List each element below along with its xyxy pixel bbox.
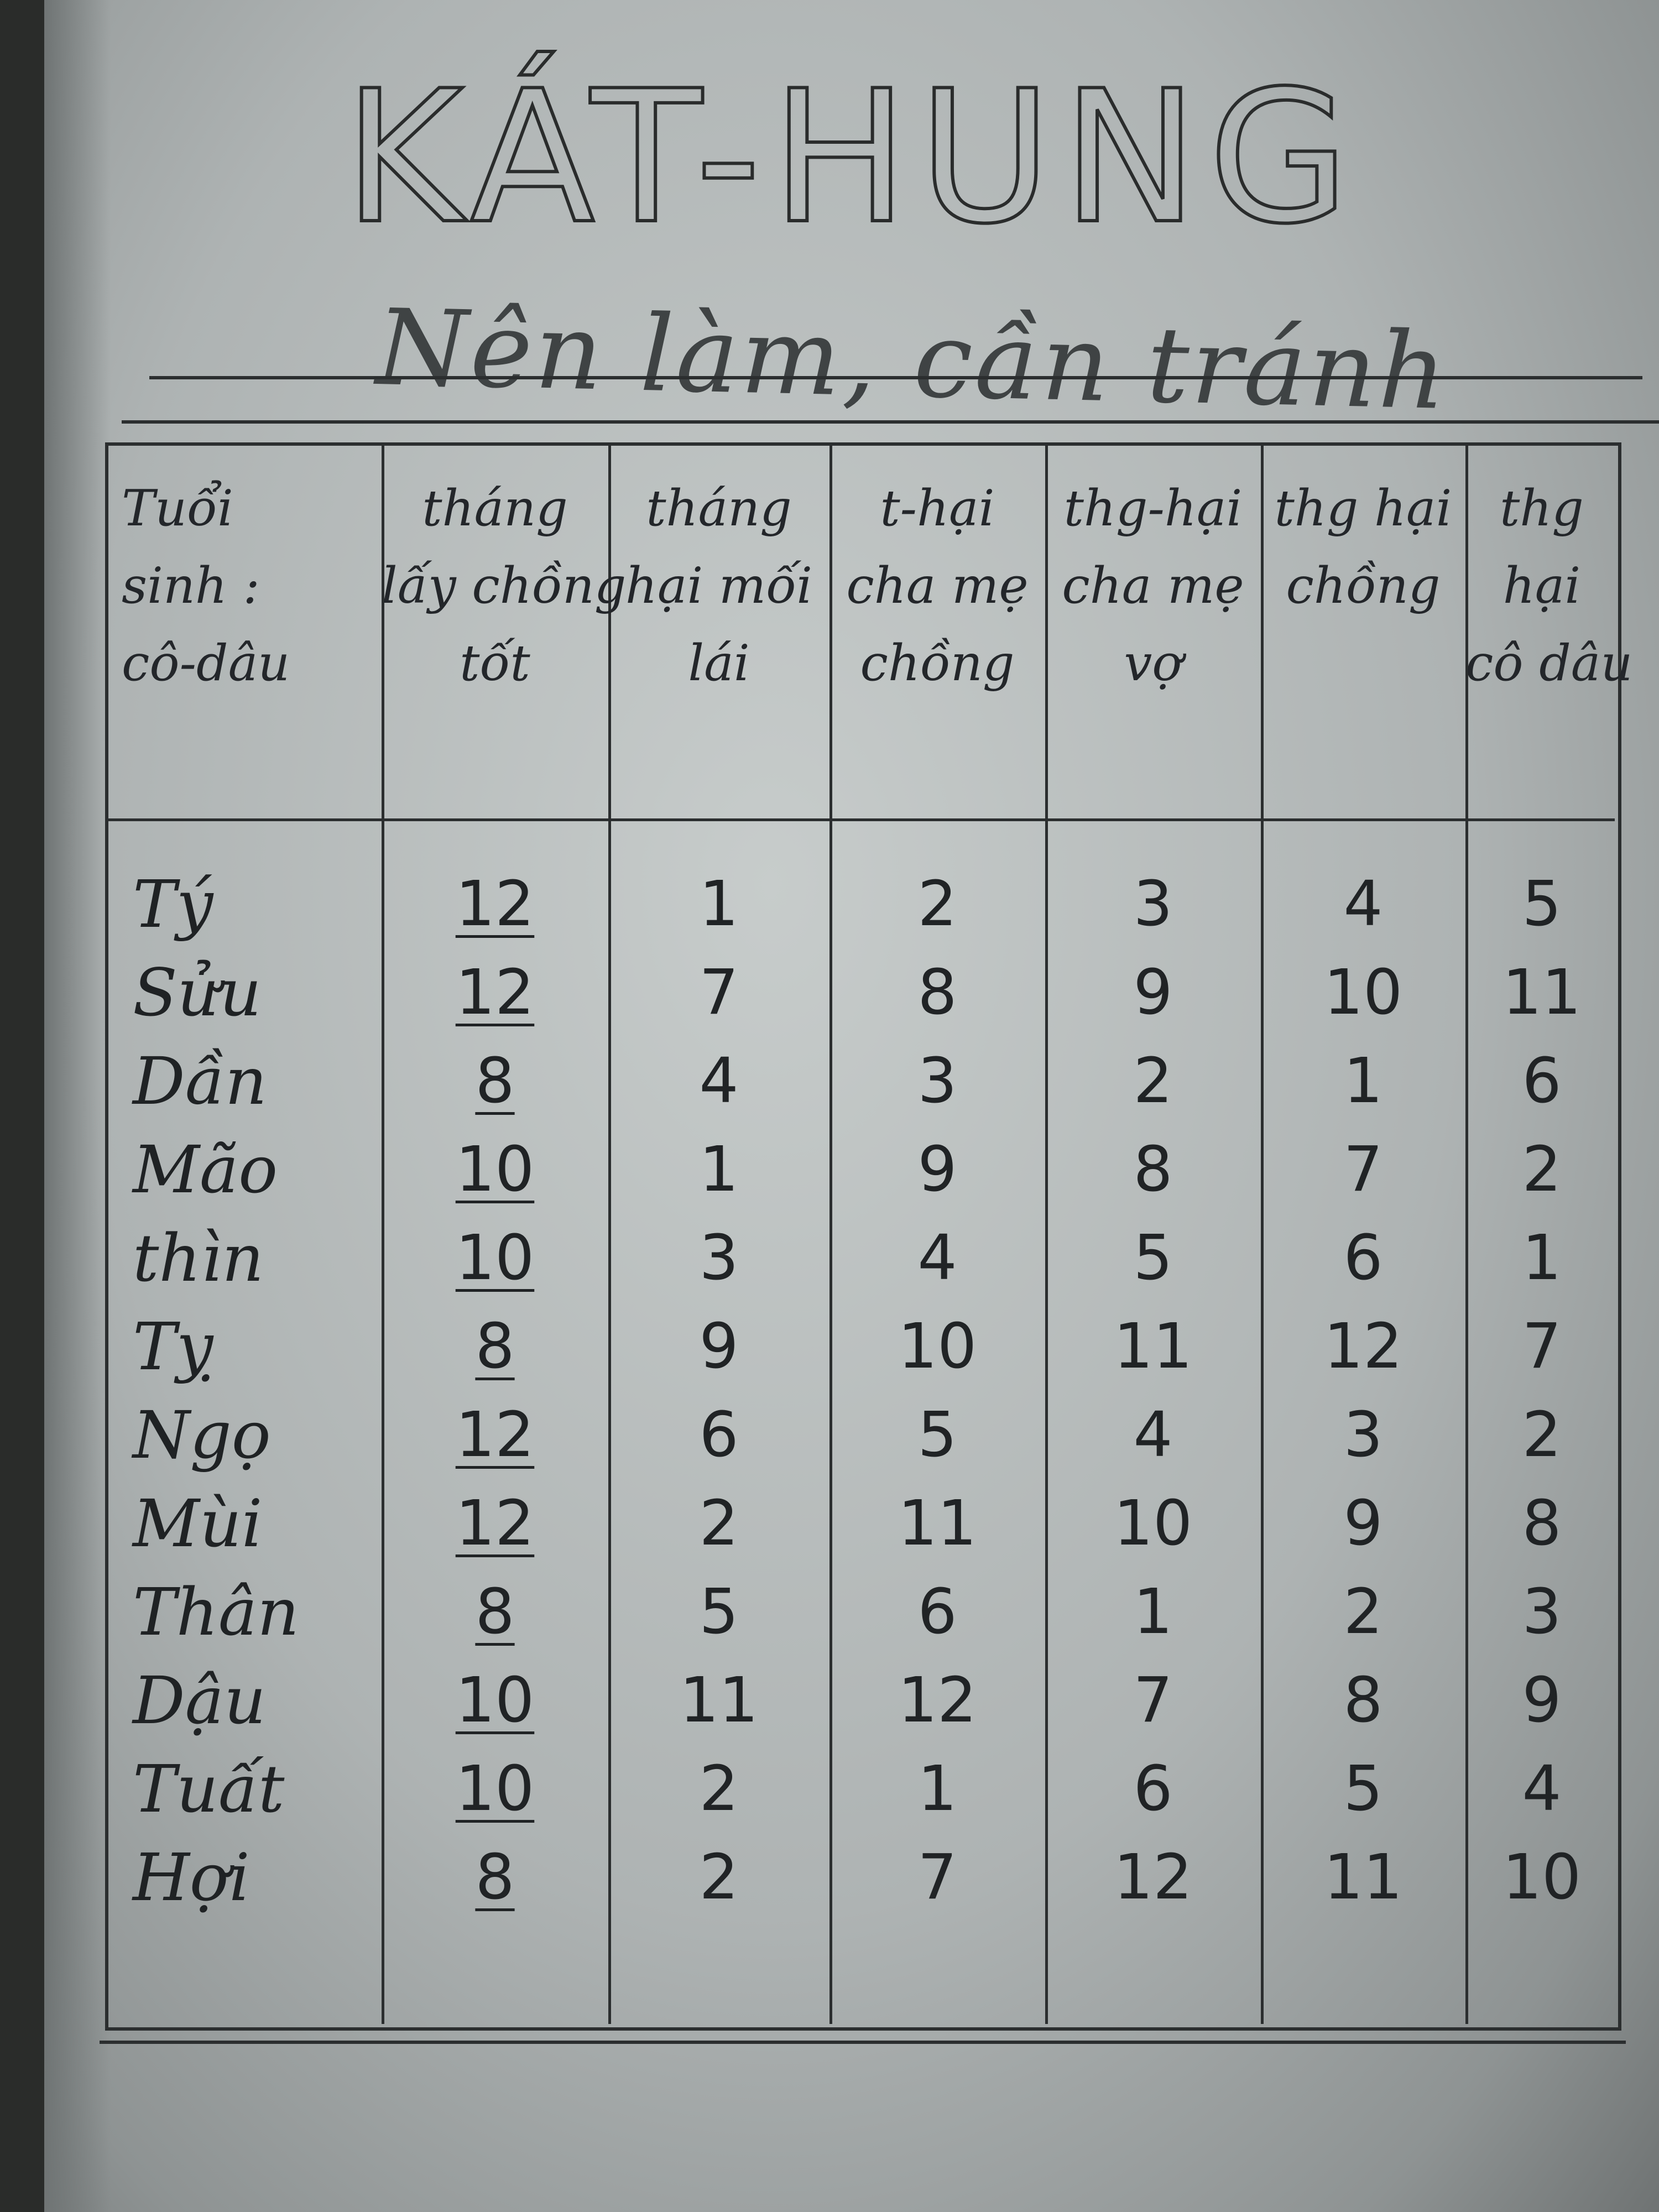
table-cell: 2 — [699, 1488, 739, 1559]
table-cell: 9 — [1343, 1488, 1383, 1559]
column-header — [608, 470, 830, 702]
table-cell: 2 — [699, 1753, 739, 1825]
column-header-line: hại mối — [625, 557, 813, 615]
table-cell: 4 — [917, 1222, 957, 1294]
row-label: Ngọ — [133, 1397, 271, 1473]
table-cell: 3 — [917, 1045, 957, 1117]
row-label: Tỵ — [133, 1308, 213, 1385]
page-title: KÁT-HUNG — [343, 51, 1360, 264]
table-cell: 4 — [1343, 868, 1383, 940]
table-cell: 4 — [699, 1045, 739, 1117]
table-cell: 8 — [917, 957, 957, 1029]
table-cell: 1 — [699, 868, 739, 940]
table-cell: 1 — [1343, 1045, 1383, 1117]
table-cell: 3 — [1522, 1576, 1562, 1648]
row-label: Mão — [133, 1131, 278, 1208]
column-header — [830, 470, 1045, 702]
column-header — [1045, 470, 1261, 702]
table-cell: 10 — [455, 1665, 535, 1736]
row-label: Sửu — [133, 954, 262, 1031]
column-header-line: hại — [1503, 557, 1581, 615]
bottom-rule — [100, 2041, 1626, 2044]
table-cell: 10 — [455, 1222, 535, 1294]
table-cell: 11 — [1323, 1841, 1403, 1913]
column-header-line: cô dâu — [1465, 634, 1633, 692]
table-cell: 5 — [1522, 868, 1562, 940]
table-cell: 9 — [699, 1311, 739, 1383]
table-cell: 7 — [917, 1841, 957, 1913]
column-header-line: lái — [688, 634, 750, 692]
page-shadow — [44, 0, 111, 2212]
row-label: Dậu — [133, 1662, 266, 1739]
table-cell: 8 — [475, 1841, 515, 1913]
table-cell: 12 — [455, 868, 535, 940]
table-cell: 3 — [1343, 1399, 1383, 1471]
row-label: Mùi — [133, 1485, 263, 1562]
table-cell: 10 — [1113, 1488, 1193, 1559]
column-header — [382, 470, 627, 702]
table-cell: 10 — [455, 1753, 535, 1825]
table-cell: 8 — [475, 1045, 515, 1117]
table-cell: 12 — [455, 1488, 535, 1559]
table-cell: 6 — [917, 1576, 957, 1648]
table-cell: 1 — [699, 1134, 739, 1206]
table-cell: 10 — [1502, 1841, 1582, 1913]
column-header-line: cha mẹ — [846, 557, 1029, 615]
column-header — [105, 470, 382, 702]
column-header-line: tháng — [422, 479, 568, 538]
table-cell: 7 — [1133, 1665, 1173, 1736]
table-cell: 6 — [1343, 1222, 1383, 1294]
row-label: Thân — [133, 1574, 300, 1650]
column-header — [1261, 470, 1465, 625]
row-label: Hợi — [133, 1839, 250, 1916]
row-label: thìn — [133, 1220, 264, 1296]
notebook-page — [44, 0, 1659, 2212]
table-cell: 4 — [1522, 1753, 1562, 1825]
column-header-line: chồng — [860, 634, 1015, 692]
column-header-line: lấy chồng — [382, 557, 627, 615]
table-cell: 2 — [699, 1841, 739, 1913]
table-cell: 1 — [1133, 1576, 1173, 1648]
table-cell: 12 — [1323, 1311, 1403, 1383]
table-cell: 9 — [1522, 1665, 1562, 1736]
header-divider — [108, 818, 1615, 821]
column-header-line: chồng — [1286, 557, 1441, 615]
column-header-line: cô-dâu — [122, 634, 290, 692]
row-label: Tý — [133, 866, 213, 942]
table-cell: 2 — [1133, 1045, 1173, 1117]
table-cell: 2 — [1522, 1399, 1562, 1471]
table-cell: 2 — [1343, 1576, 1383, 1648]
table-cell: 8 — [1522, 1488, 1562, 1559]
column-header-line: thg-hại — [1063, 479, 1243, 538]
table-cell: 1 — [917, 1753, 957, 1825]
column-header-line: Tuổi — [122, 479, 233, 538]
top-rule — [122, 420, 1659, 424]
row-label: Tuất — [133, 1751, 285, 1827]
table-cell: 3 — [699, 1222, 739, 1294]
table-cell: 6 — [1522, 1045, 1562, 1117]
table-cell: 11 — [1113, 1311, 1193, 1383]
column-header-line: cha mẹ — [1062, 557, 1244, 615]
table-cell: 8 — [1133, 1134, 1173, 1206]
title-underline — [149, 376, 1642, 379]
table-cell: 9 — [917, 1134, 957, 1206]
table-cell: 3 — [1133, 868, 1173, 940]
table-cell: 12 — [455, 957, 535, 1029]
column-header-line: tháng — [646, 479, 792, 538]
table-cell: 9 — [1133, 957, 1173, 1029]
column-header-line: vợ — [1124, 634, 1182, 692]
table-cell: 8 — [1343, 1665, 1383, 1736]
table-cell: 5 — [917, 1399, 957, 1471]
table-cell: 7 — [1522, 1311, 1562, 1383]
column-header-line: sinh : — [122, 557, 260, 615]
table-cell: 8 — [475, 1576, 515, 1648]
table-cell: 5 — [1133, 1222, 1173, 1294]
table-cell: 1 — [1522, 1222, 1562, 1294]
table-cell: 11 — [898, 1488, 977, 1559]
column-header-line: thg hại — [1274, 479, 1452, 538]
table-cell: 7 — [699, 957, 739, 1029]
table-cell: 2 — [1522, 1134, 1562, 1206]
table-cell: 11 — [1502, 957, 1582, 1029]
column-header-line: thg — [1500, 479, 1584, 538]
table-cell: 12 — [898, 1665, 977, 1736]
column-header-line: t-hại — [880, 479, 995, 538]
table-cell: 5 — [1343, 1753, 1383, 1825]
table-cell: 2 — [917, 868, 957, 940]
table-cell: 12 — [1113, 1841, 1193, 1913]
page-subtitle: Nên làm, cần tránh — [374, 286, 1450, 433]
table-cell: 11 — [679, 1665, 759, 1736]
row-label: Dần — [133, 1043, 267, 1119]
column-header — [1465, 470, 1633, 702]
table-cell: 10 — [898, 1311, 977, 1383]
table-cell: 12 — [455, 1399, 535, 1471]
table-cell: 7 — [1343, 1134, 1383, 1206]
column-header-line: tốt — [460, 634, 530, 692]
table-cell: 10 — [455, 1134, 535, 1206]
table-cell: 10 — [1323, 957, 1403, 1029]
table-cell: 4 — [1133, 1399, 1173, 1471]
table-cell: 6 — [699, 1399, 739, 1471]
table-cell: 6 — [1133, 1753, 1173, 1825]
table-cell: 8 — [475, 1311, 515, 1383]
table-cell: 5 — [699, 1576, 739, 1648]
